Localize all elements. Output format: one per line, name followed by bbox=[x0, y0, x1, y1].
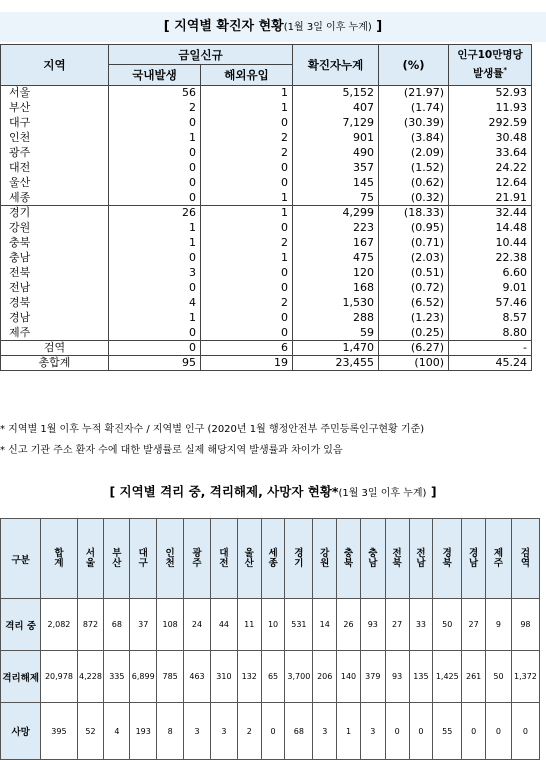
cell-cumulative: 1,530 bbox=[293, 296, 379, 311]
cell-overseas: 0 bbox=[201, 176, 293, 191]
cell-rate: 52.93 bbox=[449, 86, 532, 101]
status-cell: 0 bbox=[261, 703, 285, 760]
status-col-label: 경 북 bbox=[442, 547, 452, 569]
status-col-label: 충 남 bbox=[368, 547, 378, 569]
cell-region: 광주 bbox=[1, 146, 109, 161]
cell-overseas: 0 bbox=[201, 311, 293, 326]
cell-domestic: 0 bbox=[109, 326, 201, 341]
status-cell: 65 bbox=[261, 651, 285, 703]
cell-cumulative: 490 bbox=[293, 146, 379, 161]
header-cumulative: 확진자누계 bbox=[293, 45, 379, 86]
status-cell: 10 bbox=[261, 599, 285, 651]
cell-region: 경기 bbox=[1, 206, 109, 221]
status-cell: 0 bbox=[409, 703, 433, 760]
cell-rate: 292.59 bbox=[449, 116, 532, 131]
cell-percent: (0.72) bbox=[379, 281, 449, 296]
cell-rate: 45.24 bbox=[449, 356, 532, 371]
summary-table-body bbox=[1, 86, 532, 371]
status-col-label: 광 주 bbox=[192, 547, 202, 569]
cell-region: 제주 bbox=[1, 326, 109, 341]
cell-domestic: 0 bbox=[109, 176, 201, 191]
status-cell: 24 bbox=[184, 599, 211, 651]
cell-percent: (30.39) bbox=[379, 116, 449, 131]
cell-overseas: 0 bbox=[201, 326, 293, 341]
status-cell: 785 bbox=[157, 651, 184, 703]
cell-percent: (2.09) bbox=[379, 146, 449, 161]
status-col-header bbox=[462, 519, 486, 599]
summary-title-note: (1월 3일 이후 누계) bbox=[283, 22, 372, 33]
cell-rate: 6.60 bbox=[449, 266, 532, 281]
cell-domestic: 0 bbox=[109, 146, 201, 161]
region-row bbox=[1, 146, 532, 161]
cell-overseas: 0 bbox=[201, 161, 293, 176]
status-cell: 395 bbox=[41, 703, 77, 760]
header-domestic: 국내발생 bbox=[109, 65, 201, 86]
status-cell: 55 bbox=[433, 703, 462, 760]
status-col-label: 검 역 bbox=[520, 547, 531, 569]
region-row bbox=[1, 326, 532, 341]
cell-overseas: 2 bbox=[201, 131, 293, 146]
status-col-label: 부 산 bbox=[112, 547, 122, 569]
status-row bbox=[1, 703, 540, 760]
cell-percent: (6.52) bbox=[379, 296, 449, 311]
status-cell: 531 bbox=[285, 599, 313, 651]
cell-domestic: 0 bbox=[109, 191, 201, 206]
status-cell: 26 bbox=[337, 599, 361, 651]
cell-domestic: 3 bbox=[109, 266, 201, 281]
status-col-header bbox=[433, 519, 462, 599]
status-cell: 50 bbox=[486, 651, 512, 703]
cell-overseas: 1 bbox=[201, 206, 293, 221]
status-cell: 68 bbox=[104, 599, 130, 651]
status-cell: 132 bbox=[237, 651, 261, 703]
cell-domestic: 0 bbox=[109, 251, 201, 266]
summary-table bbox=[0, 44, 532, 371]
status-col-header bbox=[385, 519, 409, 599]
cell-cumulative: 75 bbox=[293, 191, 379, 206]
region-row bbox=[1, 116, 532, 131]
status-title-note: (1월 3일 이후 누계) bbox=[338, 488, 427, 499]
cell-region: 부산 bbox=[1, 101, 109, 116]
status-row-label: 격리 중 bbox=[1, 599, 41, 651]
cell-overseas: 0 bbox=[201, 116, 293, 131]
status-title-main: [ 지역별 격리 중, 격리해제, 사망자 현황* bbox=[109, 484, 339, 499]
status-cell: 11 bbox=[237, 599, 261, 651]
cell-domestic: 0 bbox=[109, 116, 201, 131]
cell-domestic: 26 bbox=[109, 206, 201, 221]
status-col-label: 경 남 bbox=[469, 547, 479, 569]
status-row-label: 격리해제 bbox=[1, 651, 41, 703]
cell-cumulative: 167 bbox=[293, 236, 379, 251]
status-table bbox=[0, 518, 540, 760]
status-col-label: 대 전 bbox=[219, 547, 229, 569]
cell-overseas: 1 bbox=[201, 86, 293, 101]
summary-title bbox=[0, 12, 546, 42]
cell-percent: (1.74) bbox=[379, 101, 449, 116]
cell-percent: (0.32) bbox=[379, 191, 449, 206]
cell-rate: 8.57 bbox=[449, 311, 532, 326]
status-col-label: 제 주 bbox=[493, 547, 504, 569]
cell-overseas: 1 bbox=[201, 191, 293, 206]
status-cell: 50 bbox=[433, 599, 462, 651]
region-row bbox=[1, 101, 532, 116]
status-cell: 108 bbox=[157, 599, 184, 651]
status-row bbox=[1, 651, 540, 703]
cell-region: 대구 bbox=[1, 116, 109, 131]
status-col-header bbox=[184, 519, 211, 599]
status-cell: 37 bbox=[130, 599, 157, 651]
region-row bbox=[1, 251, 532, 266]
status-cell: 0 bbox=[511, 703, 539, 760]
status-cell: 1,425 bbox=[433, 651, 462, 703]
status-cell: 93 bbox=[360, 599, 385, 651]
header-percent: (%) bbox=[379, 45, 449, 86]
status-cell: 261 bbox=[462, 651, 486, 703]
status-col-label: 강 원 bbox=[320, 547, 330, 569]
status-cell: 14 bbox=[313, 599, 337, 651]
summary-title-end: ] bbox=[376, 19, 383, 34]
cell-domestic: 1 bbox=[109, 131, 201, 146]
cell-cumulative: 475 bbox=[293, 251, 379, 266]
status-col-label: 합 계 bbox=[54, 547, 64, 569]
status-cell: 0 bbox=[462, 703, 486, 760]
cell-percent: (100) bbox=[379, 356, 449, 371]
cell-overseas: 6 bbox=[201, 341, 293, 356]
status-cell: 52 bbox=[77, 703, 104, 760]
cell-percent: (0.71) bbox=[379, 236, 449, 251]
cell-cumulative: 145 bbox=[293, 176, 379, 191]
footnote-2: * 신고 기관 주소 환자 수에 대한 발생률로 실제 해당지역 발생률과 차이가 있음 bbox=[0, 445, 343, 456]
status-cell: 1 bbox=[337, 703, 361, 760]
status-cell: 2 bbox=[237, 703, 261, 760]
cell-domestic: 0 bbox=[109, 281, 201, 296]
cell-rate: 11.93 bbox=[449, 101, 532, 116]
cell-region: 충북 bbox=[1, 236, 109, 251]
cell-cumulative: 5,152 bbox=[293, 86, 379, 101]
cell-overseas: 2 bbox=[201, 146, 293, 161]
status-cell: 206 bbox=[313, 651, 337, 703]
status-row-label: 사망 bbox=[1, 703, 41, 760]
status-col-header bbox=[104, 519, 130, 599]
status-cell: 4 bbox=[104, 703, 130, 760]
cell-domestic: 56 bbox=[109, 86, 201, 101]
cell-percent: (1.23) bbox=[379, 311, 449, 326]
status-col-label: 전 남 bbox=[416, 547, 426, 569]
region-row bbox=[1, 176, 532, 191]
cell-region: 세종 bbox=[1, 191, 109, 206]
status-cell: 6,899 bbox=[130, 651, 157, 703]
cell-rate: 10.44 bbox=[449, 236, 532, 251]
status-cell: 463 bbox=[184, 651, 211, 703]
status-cell: 3 bbox=[360, 703, 385, 760]
region-row bbox=[1, 236, 532, 251]
cell-cumulative: 901 bbox=[293, 131, 379, 146]
status-col-header bbox=[313, 519, 337, 599]
status-cell: 135 bbox=[409, 651, 433, 703]
cell-rate: 21.91 bbox=[449, 191, 532, 206]
status-header-corner: 구분 bbox=[1, 519, 41, 599]
status-col-header bbox=[157, 519, 184, 599]
cell-region: 인천 bbox=[1, 131, 109, 146]
cell-domestic: 1 bbox=[109, 236, 201, 251]
cell-domestic: 0 bbox=[109, 161, 201, 176]
cell-percent: (0.62) bbox=[379, 176, 449, 191]
cell-percent: (2.03) bbox=[379, 251, 449, 266]
status-col-header bbox=[337, 519, 361, 599]
status-cell: 44 bbox=[210, 599, 237, 651]
cell-percent: (0.95) bbox=[379, 221, 449, 236]
status-cell: 68 bbox=[285, 703, 313, 760]
cell-domestic: 0 bbox=[109, 341, 201, 356]
cell-rate: 12.64 bbox=[449, 176, 532, 191]
status-cell: 3 bbox=[210, 703, 237, 760]
cell-region: 전남 bbox=[1, 281, 109, 296]
cell-cumulative: 223 bbox=[293, 221, 379, 236]
status-cell: 93 bbox=[385, 651, 409, 703]
region-row bbox=[1, 161, 532, 176]
status-col-header bbox=[41, 519, 77, 599]
cell-cumulative: 7,129 bbox=[293, 116, 379, 131]
cell-percent: (0.51) bbox=[379, 266, 449, 281]
status-col-label: 울 산 bbox=[244, 547, 254, 569]
status-col-header bbox=[210, 519, 237, 599]
status-cell: 3,700 bbox=[285, 651, 313, 703]
cell-cumulative: 288 bbox=[293, 311, 379, 326]
cell-percent: (6.27) bbox=[379, 341, 449, 356]
region-row bbox=[1, 206, 532, 221]
cell-rate: 22.38 bbox=[449, 251, 532, 266]
cell-percent: (1.52) bbox=[379, 161, 449, 176]
cell-cumulative: 1,470 bbox=[293, 341, 379, 356]
cell-region: 대전 bbox=[1, 161, 109, 176]
cell-percent: (3.84) bbox=[379, 131, 449, 146]
region-row bbox=[1, 191, 532, 206]
cell-domestic: 95 bbox=[109, 356, 201, 371]
status-cell: 9 bbox=[486, 599, 512, 651]
cell-overseas: 2 bbox=[201, 296, 293, 311]
status-cell: 872 bbox=[77, 599, 104, 651]
cell-rate: 30.48 bbox=[449, 131, 532, 146]
region-row bbox=[1, 221, 532, 236]
region-row bbox=[1, 131, 532, 146]
status-col-header bbox=[77, 519, 104, 599]
cell-cumulative: 59 bbox=[293, 326, 379, 341]
cell-rate: 57.46 bbox=[449, 296, 532, 311]
status-cell: 335 bbox=[104, 651, 130, 703]
status-col-label: 경 기 bbox=[294, 547, 304, 569]
status-cell: 4,228 bbox=[77, 651, 104, 703]
status-cell: 3 bbox=[313, 703, 337, 760]
status-col-header bbox=[360, 519, 385, 599]
status-cell: 3 bbox=[184, 703, 211, 760]
cell-cumulative: 4,299 bbox=[293, 206, 379, 221]
status-cell: 379 bbox=[360, 651, 385, 703]
cell-region: 서울 bbox=[1, 86, 109, 101]
header-rate bbox=[449, 45, 532, 86]
cell-overseas: 0 bbox=[201, 266, 293, 281]
status-cell: 20,978 bbox=[41, 651, 77, 703]
region-row bbox=[1, 311, 532, 326]
cell-region: 검역 bbox=[1, 341, 109, 356]
cell-rate: 9.01 bbox=[449, 281, 532, 296]
status-cell: 8 bbox=[157, 703, 184, 760]
status-table-body bbox=[1, 599, 540, 760]
cell-cumulative: 357 bbox=[293, 161, 379, 176]
cell-overseas: 2 bbox=[201, 236, 293, 251]
status-col-label: 서 울 bbox=[85, 547, 96, 569]
cell-rate: 33.64 bbox=[449, 146, 532, 161]
status-col-header bbox=[130, 519, 157, 599]
cell-region: 전북 bbox=[1, 266, 109, 281]
status-col-label: 전 북 bbox=[392, 547, 402, 569]
total-row bbox=[1, 356, 532, 371]
status-col-header bbox=[285, 519, 313, 599]
status-col-header bbox=[409, 519, 433, 599]
status-title-end: ] bbox=[430, 484, 437, 499]
footnote-1: * 지역별 1월 이후 누적 확진자수 / 지역별 인구 (2020년 1월 행정안전부 주민등록인구현황 기준) bbox=[0, 424, 425, 435]
status-cell: 140 bbox=[337, 651, 361, 703]
status-cell: 0 bbox=[486, 703, 512, 760]
status-col-label: 충 북 bbox=[343, 547, 354, 569]
status-col-header bbox=[237, 519, 261, 599]
cell-rate: - bbox=[449, 341, 532, 356]
status-col-label: 대 구 bbox=[138, 547, 148, 569]
cell-domestic: 1 bbox=[109, 311, 201, 326]
cell-overseas: 19 bbox=[201, 356, 293, 371]
region-row bbox=[1, 341, 532, 356]
cell-percent: (18.33) bbox=[379, 206, 449, 221]
summary-title-main: [ 지역별 확진자 현황 bbox=[163, 19, 284, 34]
cell-cumulative: 23,455 bbox=[293, 356, 379, 371]
cell-region: 경북 bbox=[1, 296, 109, 311]
cell-region: 경남 bbox=[1, 311, 109, 326]
status-col-header bbox=[261, 519, 285, 599]
region-row bbox=[1, 86, 532, 101]
cell-rate: 24.22 bbox=[449, 161, 532, 176]
status-cell: 98 bbox=[511, 599, 539, 651]
cell-cumulative: 407 bbox=[293, 101, 379, 116]
status-cell: 27 bbox=[462, 599, 486, 651]
status-row bbox=[1, 599, 540, 651]
status-cell: 33 bbox=[409, 599, 433, 651]
status-col-header bbox=[511, 519, 539, 599]
status-cell: 0 bbox=[385, 703, 409, 760]
cell-rate: 32.44 bbox=[449, 206, 532, 221]
cell-overseas: 1 bbox=[201, 251, 293, 266]
header-rate-line2: 발생률 bbox=[472, 67, 504, 80]
cell-percent: (21.97) bbox=[379, 86, 449, 101]
header-overseas: 해외유입 bbox=[201, 65, 293, 86]
cell-region: 총합계 bbox=[1, 356, 109, 371]
cell-rate: 8.80 bbox=[449, 326, 532, 341]
status-col-label: 인 천 bbox=[165, 547, 175, 569]
cell-percent: (0.25) bbox=[379, 326, 449, 341]
header-rate-mark: * bbox=[503, 66, 508, 75]
cell-overseas: 0 bbox=[201, 221, 293, 236]
cell-domestic: 2 bbox=[109, 101, 201, 116]
region-row bbox=[1, 281, 532, 296]
region-row bbox=[1, 296, 532, 311]
status-cell: 2,082 bbox=[41, 599, 77, 651]
cell-overseas: 1 bbox=[201, 101, 293, 116]
status-col-label: 세 종 bbox=[268, 547, 278, 569]
status-cell: 193 bbox=[130, 703, 157, 760]
cell-domestic: 1 bbox=[109, 221, 201, 236]
status-col-header bbox=[486, 519, 512, 599]
cell-cumulative: 120 bbox=[293, 266, 379, 281]
cell-region: 울산 bbox=[1, 176, 109, 191]
cell-cumulative: 168 bbox=[293, 281, 379, 296]
cell-overseas: 0 bbox=[201, 281, 293, 296]
header-rate-line1: 인구10만명당 bbox=[457, 49, 523, 62]
region-row bbox=[1, 266, 532, 281]
status-cell: 310 bbox=[210, 651, 237, 703]
header-region: 지역 bbox=[1, 45, 109, 86]
cell-region: 충남 bbox=[1, 251, 109, 266]
cell-rate: 14.48 bbox=[449, 221, 532, 236]
cell-region: 강원 bbox=[1, 221, 109, 236]
header-new-today: 금일신규 bbox=[109, 45, 293, 65]
status-cell: 27 bbox=[385, 599, 409, 651]
status-cell: 1,372 bbox=[511, 651, 539, 703]
status-title bbox=[0, 482, 546, 500]
cell-domestic: 4 bbox=[109, 296, 201, 311]
